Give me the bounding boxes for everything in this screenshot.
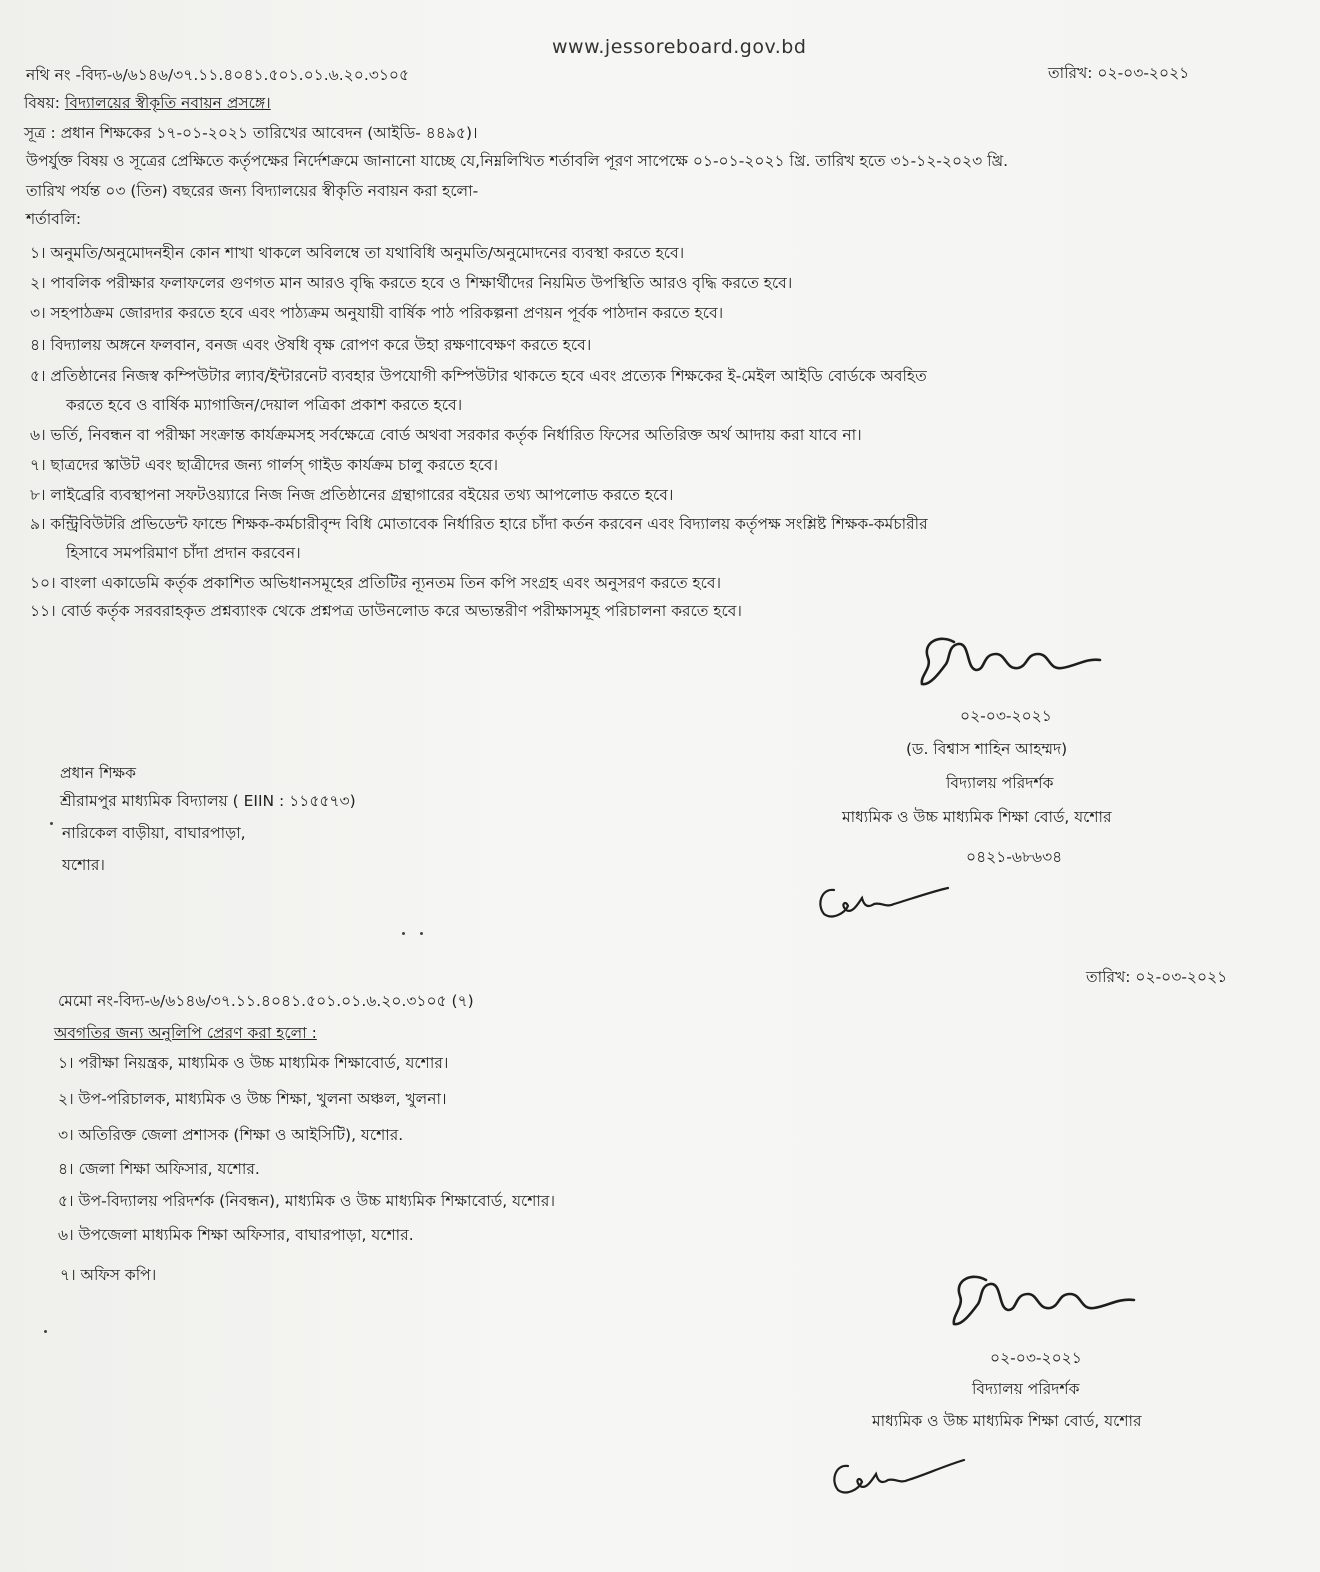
subject-line: [24, 92, 271, 114]
signatory-office: মাধ্যমিক ও উচ্চ মাধ্যমিক শিক্ষা বোর্ড, যশোর: [872, 1412, 1142, 1430]
condition-item: ৪। বিদ্যালয় অঙ্গনে ফলবান, বনজ এবং ঔষধি বৃক্ষ রোপণ করে উহা রক্ষণাবেক্ষণ করতে হবে।: [30, 336, 592, 354]
condition-item: ৭। ছাত্রদের স্কাউট এবং ছাত্রীদের জন্য গার্লস্ গাইড কার্যক্রম চালু করতে হবে।: [30, 456, 499, 474]
recipient-address-2: যশোর।: [62, 856, 105, 874]
recipient-title: প্রধান শিক্ষক: [60, 764, 136, 782]
condition-item: ৯। কন্ট্রিবিউটরি প্রভিডেন্ট ফান্ডে শিক্ষক-কর্মচারীবৃন্দ বিধি মোতাবেক নির্ধারিত হারে চাঁদা কর্তন করবেন এবং বিদ্যালয় কর্তৃপক্ষ সংশ্লিষ্ট শিক্ষক-কর্মচারীর: [30, 515, 928, 533]
copy-recipient: ৭। অফিস কপি।: [60, 1266, 157, 1284]
copy-recipient: ২। উপ-পরিচালক, মাধ্যমিক ও উচ্চ শিক্ষা, খুলনা অঞ্চল, খুলনা।: [58, 1090, 447, 1108]
recipient-address-1: নারিকেল বাড়ীয়া, বাঘারপাড়া,: [62, 824, 246, 842]
signatory-designation: বিদ্যালয় পরিদর্শক: [946, 774, 1054, 792]
condition-item: ৫। প্রতিষ্ঠানের নিজস্ব কম্পিউটার ল্যাব/ইন্টারনেট ব্যবহার উপযোগী কম্পিউটার থাকতে হবে এবং প্রত্যেক শিক্ষকের ই-মেইল আইডি বোর্ডকে অবহিত: [30, 367, 927, 385]
condition-item-continued: হিসাবে সমপরিমাণ চাঁদা প্রদান করবেন।: [66, 544, 301, 562]
signature-scribble: [942, 1262, 1152, 1334]
copy-title: অবগতির জন্য অনুলিপি প্রেরণ করা হলো :: [54, 1024, 317, 1042]
condition-item: ২। পাবলিক পরীক্ষার ফলাফলের গুণগত মান আরও বৃদ্ধি করতে হবে ও শিক্ষার্থীদের নিয়মিত উপস্থিতি আরও বৃদ্ধি করতে হবে।: [30, 274, 793, 292]
copy-recipient: ৬। উপজেলা মাধ্যমিক শিক্ষা অফিসার, বাঘারপাড়া, যশোর.: [58, 1226, 414, 1244]
intro-paragraph-line-2: তারিখ পর্যন্ত ০৩ (তিন) বছরের জন্য বিদ্যালয়ের স্বীকৃতি নবায়ন করা হলো-: [26, 182, 479, 200]
conditions-title: শর্তাবলি:: [26, 210, 82, 228]
copy-memo-number: মেমো নং-বিদ্য-৬/৬১৪৬/৩৭.১১.৪০৪১.৫০১.০১.৬.২০.৩১০৫ (৭): [58, 992, 474, 1010]
condition-item: ১। অনুমতি/অনুমোদনহীন কোন শাখা থাকলে অবিলম্বে তা যথাবিধি অনুমতি/অনুমোদনের ব্যবস্থা করতে হবে।: [30, 244, 685, 262]
subject-label: বিষয়:: [24, 94, 65, 112]
signatory-office: মাধ্যমিক ও উচ্চ মাধ্যমিক শিক্ষা বোর্ড, যশোর: [842, 808, 1112, 826]
initial-scribble: [826, 1448, 976, 1500]
copy-recipient: ৩। অতিরিক্ত জেলা প্রশাসক (শিক্ষা ও আইসিটি), যশোর.: [58, 1126, 404, 1144]
condition-item: ১১। বোর্ড কর্তৃক সরবরাহকৃত প্রশ্নব্যাংক থেকে প্রশ্নপত্র ডাউনলোড করে অভ্যন্তরীণ পরীক্ষাসমূহ পরিচালনা করতে হবে।: [30, 602, 742, 620]
signatory-designation: বিদ্যালয় পরিদর্শক: [972, 1380, 1080, 1398]
memo-number: নথি নং -বিদ্য-৬/৬১৪৬/৩৭.১১.৪০৪১.৫০১.০১.৬.২০.৩১০৫: [26, 66, 410, 84]
condition-item: ৮। লাইব্রেরি ব্যবস্থাপনা সফটওয়্যারে নিজ নিজ প্রতিষ্ঠানের গ্রন্থাগারের বইয়ের তথ্য আপলোড করতে হবে।: [30, 486, 674, 504]
signatory-phone: ০৪২১-৬৮৬৩৪: [966, 848, 1063, 866]
recipient-school: শ্রীরামপুর মাধ্যমিক বিদ্যালয় ( EIIN : ১১৫৫৭৩): [60, 792, 356, 810]
copy-recipient: ৫। উপ-বিদ্যালয় পরিদর্শক (নিবন্ধন), মাধ্যমিক ও উচ্চ মাধ্যমিক শিক্ষাবোর্ড, যশোর।: [58, 1192, 555, 1210]
intro-paragraph-line-1: উপর্যুক্ত বিষয় ও সূত্রের প্রেক্ষিতে কর্তৃপক্ষের নির্দেশক্রমে জানানো যাচ্ছে যে,নিম্নলিখিত শর্তাবলি পূরণ সাপেক্ষে ০১-০১-২০২১ খ্রি. তারিখ হতে ৩১-১২-২০২৩ খ্রি.: [26, 152, 1009, 170]
copy-date: তারিখ: ০২-০৩-২০২১: [1086, 968, 1228, 986]
condition-item: ৬। ভর্তি, নিবন্ধন বা পরীক্ষা সংক্রান্ত কার্যক্রমসহ সর্বক্ষেত্রে বোর্ড অথবা সরকার কর্তৃক নির্ধারিত ফিসের অতিরিক্ত অর্থ আদায় করা যাবে না।: [30, 426, 862, 444]
signature-date: ০২-০৩-২০২১: [990, 1349, 1082, 1367]
initial-scribble: [812, 874, 962, 924]
reference-line: সূত্র : প্রধান শিক্ষকের ১৭-০১-২০২১ তারিখের আবেদন (আইডি- ৪৪৯৫)।: [24, 124, 478, 142]
ink-speck: [402, 932, 405, 935]
condition-item: ৩। সহপাঠক্রম জোরদার করতে হবে এবং পাঠ্যক্রম অনুযায়ী বার্ষিক পাঠ পরিকল্পনা প্রণয়ন পূর্বক পাঠদান করতে হবে।: [30, 304, 724, 322]
letter-date: তারিখ: ০২-০৩-২০২১: [1048, 64, 1190, 82]
signature-date: ০২-০৩-২০২১: [960, 707, 1052, 725]
condition-item-continued: করতে হবে ও বার্ষিক ম্যাগাজিন/দেয়াল পত্রিকা প্রকাশ করতে হবে।: [66, 396, 463, 414]
copy-recipient: ৪। জেলা শিক্ষা অফিসার, যশোর.: [58, 1160, 260, 1178]
subject-text: বিদ্যালয়ের স্বীকৃতি নবায়ন প্রসঙ্গে।: [64, 94, 271, 112]
ink-speck: [420, 932, 423, 935]
signatory-name: (ড. বিশ্বাস শাহিন আহম্মদ): [906, 740, 1068, 758]
website-url: www.jessoreboard.gov.bd: [552, 36, 807, 58]
condition-item: ১০। বাংলা একাডেমি কর্তৃক প্রকাশিত অভিধানসমূহের প্রতিটির ন্যূনতম তিন কপি সংগ্রহ এবং অনুসরণ করতে হবে।: [30, 574, 722, 592]
ink-speck: [44, 1330, 47, 1333]
ink-speck: [50, 822, 53, 825]
copy-recipient: ১। পরীক্ষা নিয়ন্ত্রক, মাধ্যমিক ও উচ্চ মাধ্যমিক শিক্ষাবোর্ড, যশোর।: [58, 1054, 449, 1072]
signature-scribble: [910, 624, 1120, 694]
